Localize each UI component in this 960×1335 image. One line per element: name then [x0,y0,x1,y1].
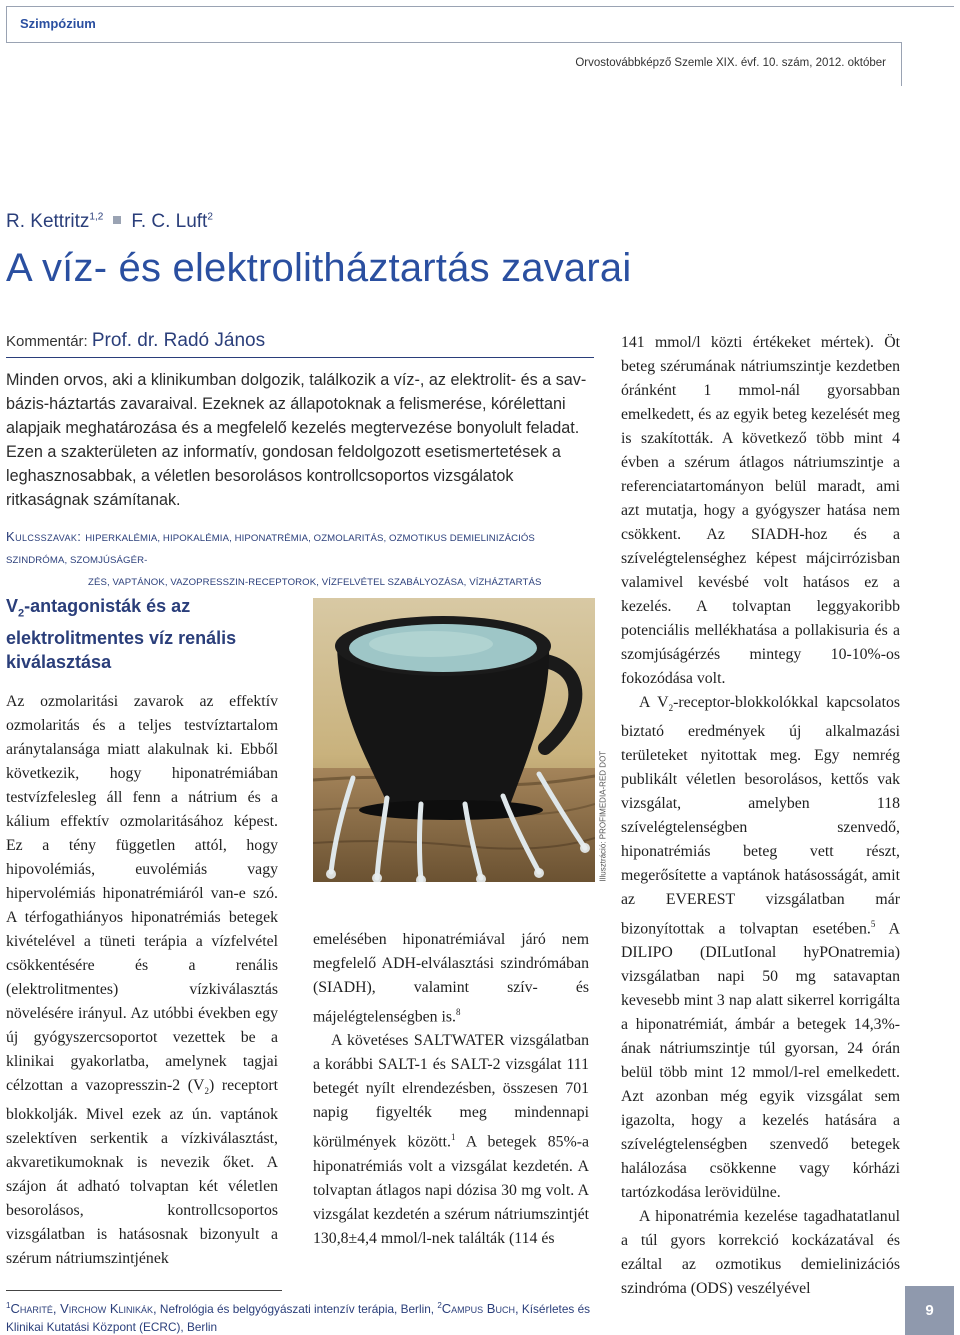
body-column-2 [313,928,589,1251]
paragraph [313,928,589,1029]
paragraph-text: 141 mmol/l közti értékeket mértek). Öt beteg szérumának nátriumszintje kezdetben óránként 1 mmol-nál gyorsabban emelkedett, és az egyik beteg kezelését meg is szakították. A következő több mint 4 évben a szérum átlagos nátriumszintje a referenciatartományon belül maradt, ami azt mutatja, hogy a gyógyszer hatása nem csökkent. Az SIADH-hoz és a szívelégtelenséghez képest májcirrózisban valamivel kevésbé volt hatásos ez a kezelés. A tolvaptan leggyakoribb potenciális mellékhatása a pollakisuria és a szomjúságérzés mintegy 10-10%-os fokozódása volt. [621,334,900,687]
page-number: 9 [905,1286,954,1335]
section-heading-pre: V [6,596,19,616]
commentary-rule [6,357,594,358]
author-line [6,211,213,233]
paragraph-text: A betegek 85%-a hiponatrémiás volt a vizsgálat kezdetén. A tolvaptan átlagos napi dózisa 30 mg volt. A vizsgálat kezdetén a szérum nátriumszintjét 130,8±4,4 mmol/l-nek találták (114 és [313,1133,590,1247]
paragraph-text: -receptor-blokkolókkal kapcsolatos biztató eredmények új alkalmazási területeket nyitottak meg. Egy nemrég publikált véletlen besorolásos, kettős vak vizsgálat, amelyben 118 szívelégtelenségben szenvedő, hiponatrémiás beteg vett részt, megerősítette a vaptánok hatásosságát, amit az EVEREST vizsgálatban már bizonyítottak a tolvaptan esetében. [621,694,901,938]
keywords-label: Kulcsszavak: [6,529,86,544]
paragraph [621,691,900,1205]
body-column-3 [621,331,900,1301]
affiliation-marker: 2 [437,1301,442,1310]
subscript: 2 [668,703,674,714]
keywords-list-line-2: ZÉS, VAPTÁNOK, VAZOPRESSZIN-RECEPTOROK, VÍZFELVÉTEL SZABÁLYOZÁSA, VÍZHÁZTARTÁS [88,577,542,588]
paragraph [313,1029,589,1250]
institution-name: Campus Buch, [441,1300,519,1316]
reference-marker: 5 [870,919,876,930]
author-2: F. C. Luft [131,211,208,232]
header-rule-right [901,42,902,86]
reference-marker: 8 [456,1007,461,1017]
abstract: Minden orvos, aki a klinikumban dolgozik, találkozik a víz-, az elektrolit- és a sav-bázis-háztartás zavaraival. Ezeknek az állapotoknak a felismerése, kórélettani alapjaik meghatározása és a megfelelő kezelés megtervezése bonyolult feladat. Ezen a szakterületen az informatív, gondosan feldolgozott esetismertetések a leghasznosabbak, a véletlen besorolásos kontrollcsoportos vizsgálatok ritkaságnak számítanak. [6,371,587,509]
paragraph-text: Az ozmolaritási zavarok az effektív ozmolaritás és a teljes testvíztartalom aránytalansága miatt alakulnak ki. Ebből következik, hogy hiponatrémiában testvízfelesleg áll fenn a nátrium és a kálium effektív ozmolaritásához képest. Ez a tény független attól, hogy hipovolémiás, euvolémiás vagy hipervolémiás hiponatrémiáról van-e szó. A térfogathiányos hiponatrémiás betegek kivételével a tüneti terápia a vízfelvétel csökkentésére és a renális (elektrolitmentes) vízkiválasztás növelésére irányul. Az utóbbi években egy új gyógyszercsoportot vezettek be a klinikai gyakorlatba, amelynek tagjai célzottan a vazopresszin-2 (V [6,693,278,1094]
header-rule-top [6,6,954,7]
body-column-1 [6,690,278,1271]
header-rule-middle [6,42,902,43]
institution-name: Charité, Virchow Klinikák, [10,1300,157,1316]
subscript: 2 [204,1086,209,1097]
paragraph [621,1205,900,1301]
header-rule-left [6,6,7,42]
author-2-affiliation: 2 [207,211,213,223]
author-1-affiliation: 1,2 [89,211,104,223]
affiliation-text: Kísérletes és Klinikai Kutatási Központ (ECRC), Berlin [6,1301,591,1334]
illustration-credit-text: Illusztráció: PROFIMEDIA-RED DOT [598,750,608,882]
section-heading-sub: 2 [18,607,25,620]
keywords [6,526,598,594]
paragraph-text: A V [639,694,669,711]
article-title: A víz- és elektrolitháztartás zavarai [6,246,632,290]
paragraph-text: A követéses SALTWATER vizsgálatban a korábbi SALT-1 és SALT-2 vizsgálat 111 betegét nyílt elrendezésben, összesen 701 napig figyelték meg mindennapi körülmények között. [313,1032,589,1151]
cup-illustration [313,598,595,882]
section-heading [6,594,286,674]
affiliations-footnote [6,1297,596,1335]
commentary-label: Kommentár: [6,333,92,350]
keywords-list-line-1: HIPERKALÉMIA, HIPOKALÉMIA, HIPONATRÉMIA, OZMOLARITÁS, OZMOTIKUS DEMIELINIZÁCIÓS SZINDRÓMA, SZOMJÚSÁGÉR- [6,533,535,566]
paragraph-text: A hiponatrémia kezelése tagadhatatlanul a túl gyors korrekció kockázatával és ezáltal az ozmotikus demielinizációs szindróma (ODS) veszélyével [621,1208,900,1298]
paragraph [621,331,900,691]
commentary-line [6,330,596,352]
paragraph-text: ) receptort blokkolják. Mivel ezek az ún. vaptánok szelektíven serkentik a vízkiválasztást, akvaretikumoknak is nevezik őket. A szájon át adható tolvaptan két véletlen besorolásos, kontrollcsoportos vizsgálatban is hatásosnak bizonyult a szérum nátriumszintjének [6,1077,278,1268]
affiliation-marker: 1 [6,1301,11,1310]
footnote-rule [6,1290,282,1291]
author-separator-square [113,216,121,224]
section-label: Szimpózium [20,16,96,31]
commentary-author: Prof. dr. Radó János [91,330,266,351]
paragraph [6,690,278,1271]
reference-marker: 1 [450,1132,456,1143]
section-heading-text: -antagonisták és az elektrolitmentes víz renális kiválasztása [6,596,237,672]
paragraph-text: emelésében hiponatrémiával járó nem megfelelő ADH-elválasztási szindrómában (SIADH), valamint szív- és májelégtelenségben is. [313,931,589,1026]
author-1: R. Kettritz [6,211,90,232]
journal-reference: Orvostovábbképző Szemle XIX. évf. 10. szám, 2012. október [575,57,886,69]
illustration-credit [596,750,610,884]
paragraph-text: A DILIPO (DILutIonal hyPOnatremia) vizsgálatban napi 50 mg satavaptan kevesebb mint 3 nap alatt sikerrel korrigálta a hiponatrémiát, ámbár a betegek 14,3%-ának nátriumszintje túl gyorsan, 24 órán belül több mint 12 mmol/l-rel emelkedett. Azt azonban még egyik vizsgálat sem igazolta, hogy a kezelés hatására a szívelégtelenségben szenvedő betegek halálozása csökkenne vagy kórházi tartózkodása lerövidülne. [621,920,900,1202]
affiliation-text: Nefrológia és belgyógyászati intenzív terápia, Berlin, [156,1301,438,1316]
cup-painting [313,598,595,882]
